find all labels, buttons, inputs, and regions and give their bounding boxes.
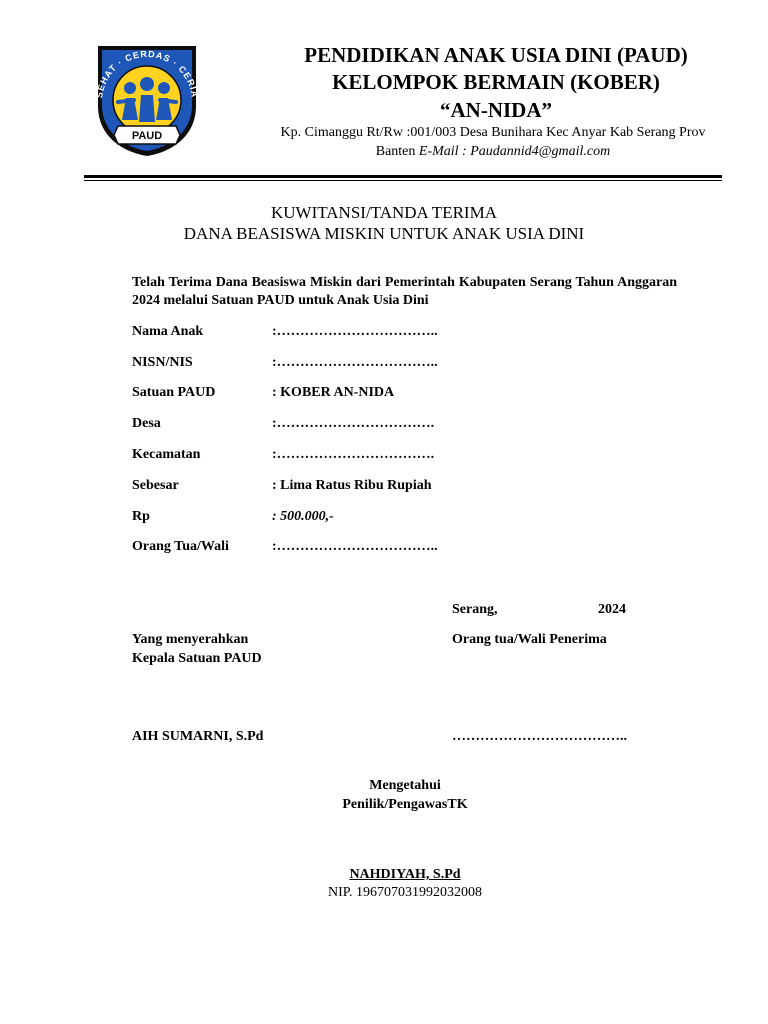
- header-line-1: PENDIDIKAN ANAK USIA DINI (PAUD): [304, 43, 688, 67]
- field-label-nama-anak: Nama Anak: [132, 324, 204, 339]
- field-label-kecamatan: Kecamatan: [132, 447, 201, 462]
- address-prefix: Banten: [375, 144, 419, 159]
- address-line-1: Kp. Cimanggu Rt/Rw :001/003 Desa Bunihara Kec Anyar Kab Serang Prov: [280, 125, 706, 140]
- field-value-rp: : 500.000,-: [272, 509, 334, 524]
- acknowledge-line-2: Penilik/PengawasTK: [342, 797, 468, 812]
- field-label-orang-tua-wali: Orang Tua/Wali: [132, 539, 229, 554]
- header-divider-thick: [84, 175, 722, 178]
- bottom-signer-nip: NIP. 196707031992032008: [327, 885, 482, 900]
- field-label-nisn: NISN/NIS: [132, 355, 193, 370]
- header-divider-thin: [84, 180, 722, 181]
- intro-paragraph: Telah Terima Dana Beasiswa Miskin dari Pemerintah Kabupaten Serang Tahun Anggaran 2024 melalui Satuan PAUD untuk Anak Usia Dini: [132, 275, 677, 308]
- field-value-sebesar: : Lima Ratus Ribu Rupiah: [272, 478, 432, 493]
- field-value-orang-tua-wali: :……………………………..: [272, 539, 438, 554]
- left-role-line-1: Yang menyerahkan: [132, 632, 249, 647]
- logo-banner-text: PAUD: [131, 130, 163, 142]
- field-value-satuan-paud: : KOBER AN-NIDA: [272, 385, 395, 400]
- address-line-2: [258, 142, 728, 161]
- right-role: Orang tua/Wali Penerima: [452, 632, 607, 647]
- field-label-rp: Rp: [132, 509, 150, 524]
- field-value-nisn: :……………………………..: [272, 355, 438, 370]
- field-label-satuan-paud: Satuan PAUD: [132, 385, 216, 400]
- header-line-2: KELOMPOK BERMAIN (KOBER): [332, 70, 660, 94]
- left-role-line-2: Kepala Satuan PAUD: [132, 651, 262, 666]
- field-value-desa: :…………………………….: [272, 416, 435, 431]
- svg-text:SEHAT · CERDAS · CERIA: SEHAT · CERDAS · CERIA: [94, 48, 200, 99]
- document-title-line-2: DANA BEASISWA MISKIN UNTUK ANAK USIA DINI: [183, 224, 585, 243]
- paud-logo-icon: [88, 40, 206, 158]
- signature-year: 2024: [598, 602, 626, 617]
- bottom-signer-name: NAHDIYAH, S.Pd: [349, 867, 461, 882]
- field-value-kecamatan: :…………………………….: [272, 447, 435, 462]
- acknowledge-line-1: Mengetahui: [369, 778, 441, 793]
- email-address: E-Mail : Paudannid4@gmail.com: [418, 144, 611, 159]
- right-signer-name: ………………………………..: [452, 729, 627, 744]
- signature-place: Serang,: [452, 602, 498, 617]
- left-signer-name: AIH SUMARNI, S.Pd: [132, 729, 264, 744]
- document-title-line-1: KUWITANSI/TANDA TERIMA: [271, 203, 497, 222]
- field-value-nama-anak: :……………………………..: [272, 324, 438, 339]
- field-label-desa: Desa: [132, 416, 161, 431]
- field-label-sebesar: Sebesar: [132, 478, 179, 493]
- bottom-signer-name-wrap: [205, 865, 605, 884]
- header-line-3: “AN-NIDA”: [440, 98, 552, 122]
